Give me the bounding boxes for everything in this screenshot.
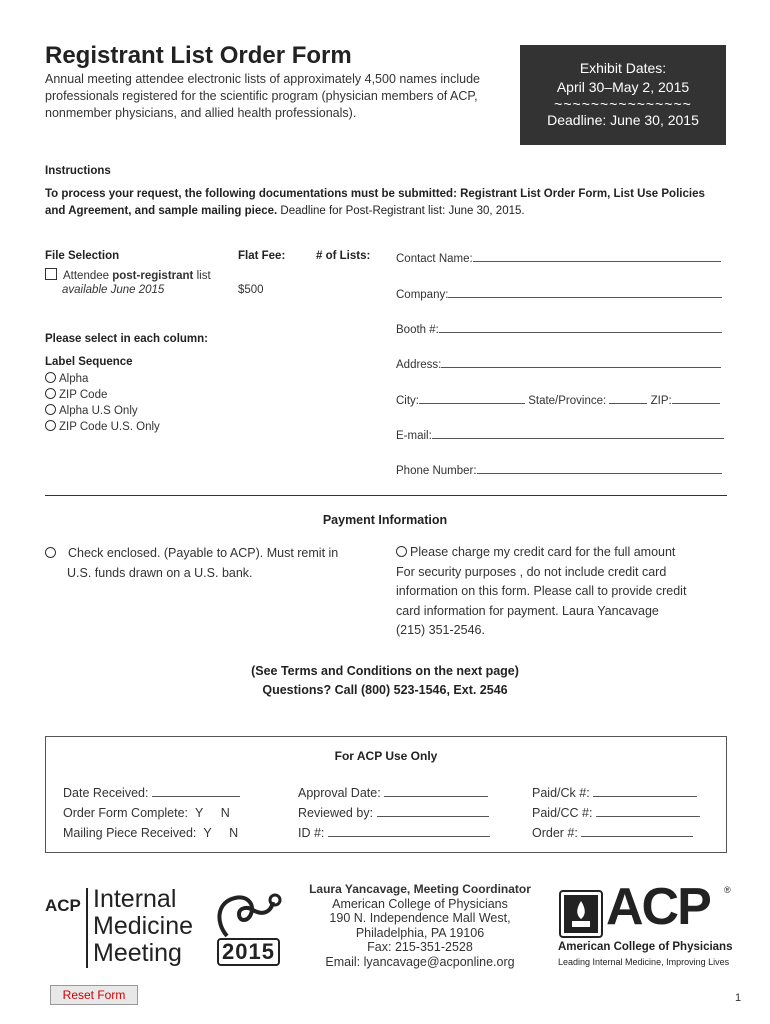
logo-words [93,886,193,967]
select-column-heading: Please select in each column: [45,333,208,345]
option-zip-us-label: ZIP Code U.S. Only [59,421,160,433]
order-complete-y[interactable]: Y [194,806,204,820]
form-title: Registrant List Order Form [45,42,352,69]
logo-year: 2015 [217,938,280,966]
meeting-logo [45,885,285,978]
coordinator-email: Email: lyancavage@acponline.org [325,954,515,969]
order-num-label: Order #: [532,826,578,840]
option-zip-us[interactable] [45,420,160,433]
id-input[interactable] [328,825,490,837]
mailing-received-n[interactable]: N [229,826,239,840]
acp-logo [558,878,733,970]
email-input[interactable] [432,427,724,439]
reset-form-button[interactable]: Reset Form [50,985,138,1005]
coordinator-street: 190 N. Independence Mall West, [329,911,511,925]
address-field[interactable] [396,356,721,371]
acp-emblem-icon [558,889,604,939]
paid-ck-input[interactable] [593,785,697,797]
check-option[interactable] [45,543,338,583]
radio-card[interactable] [396,546,407,557]
card-line-5: (215) 351-2546. [396,623,485,637]
option-alpha[interactable] [45,372,88,385]
item-availability: available June 2015 [62,284,165,296]
email-label: E-mail: [396,430,432,442]
phone-input[interactable] [477,462,722,474]
item-bold: post-registrant [112,270,194,282]
card-line-1: Please charge my credit card for the full amount [410,545,676,559]
paid-ck-label: Paid/Ck #: [532,786,590,800]
company-field[interactable] [396,286,722,301]
radio-alpha-us[interactable] [45,404,56,415]
order-num-input[interactable] [581,825,693,837]
contact-name-field[interactable] [396,250,721,265]
label-sequence-heading: Label Sequence [45,356,133,368]
card-option[interactable] [396,543,686,641]
address-label: Address: [396,359,442,371]
exhibit-dates-box [520,45,726,145]
acp-tagline: Leading Internal Medicine, Improving Lives [558,957,730,967]
paid-cc-label: Paid/CC #: [532,806,593,820]
post-registrant-option[interactable] [45,268,211,282]
post-registrant-checkbox[interactable] [45,268,57,280]
tilde-divider: ~~~~~~~~~~~~~~~ [554,96,692,112]
option-zip-label: ZIP Code [59,389,108,401]
coordinator-fax: Fax: 215-351-2528 [367,940,473,954]
coordinator-city: Philadelphia, PA 19106 [355,925,485,940]
check-line-1: Check enclosed. (Payable to ACP). Must remit in [68,546,339,560]
zip-input[interactable] [672,392,720,404]
date-received-label: Date Received: [63,786,149,800]
option-alpha-us-label: Alpha U.S Only [59,405,138,417]
card-line-4: card information for payment. Laura Yancavage [396,603,659,618]
instructions-heading: Instructions [45,165,111,177]
acp-col-1 [63,783,240,843]
order-complete-label: Order Form Complete: [63,806,189,820]
item-prefix: Attendee [63,270,113,282]
logo-line-3: Meeting [93,939,182,967]
logo-line-2: Medicine [93,912,194,940]
date-received-input[interactable] [152,785,240,797]
acp-col-3 [532,783,700,843]
exhibit-label: Exhibit Dates: [579,60,667,76]
coordinator-org: American College of Physicians [332,896,508,911]
phone-field[interactable] [396,462,722,477]
payment-heading: Payment Information [322,513,448,527]
mailing-received-label: Mailing Piece Received: [63,826,197,840]
card-line-3: information on this form. Please call to provide credit [396,584,687,598]
section-divider [45,495,727,496]
option-zip[interactable] [45,388,107,401]
flat-fee-heading: Flat Fee: [238,250,286,262]
acp-full-name: American College of Physicians [558,941,733,953]
zip-label: ZIP: [650,395,672,407]
id-label: ID #: [298,826,325,840]
item-suffix: list [193,270,211,282]
state-label: State/Province: [528,395,607,407]
city-state-zip-fields[interactable] [396,392,720,407]
city-label: City: [396,395,419,407]
email-field[interactable] [396,427,724,442]
booth-input[interactable] [439,321,722,333]
booth-label: Booth #: [396,324,439,336]
order-complete-n[interactable]: N [220,806,230,820]
registered-mark: ® [724,885,731,895]
reviewed-by-input[interactable] [377,805,489,817]
radio-zip[interactable] [45,388,56,399]
paid-cc-input[interactable] [596,805,700,817]
coordinator-block [280,882,560,969]
radio-check[interactable] [45,547,56,558]
acp-col-2 [298,783,490,843]
questions-note: Questions? Call (800) 523-1546, Ext. 2546 [262,683,508,697]
approval-date-input[interactable] [384,785,488,797]
item-fee: $500 [238,284,264,296]
deadline-text: Deadline: June 30, 2015 [547,112,699,128]
company-input[interactable] [448,286,722,298]
booth-field[interactable] [396,321,722,336]
check-line-2: U.S. funds drawn on a U.S. bank. [67,566,253,580]
exhibit-dates: April 30–May 2, 2015 [556,79,690,95]
option-alpha-us[interactable] [45,404,138,417]
stethoscope-icon [213,892,283,944]
num-lists-heading: # of Lists: [316,250,371,262]
acp-use-heading: For ACP Use Only [334,749,438,763]
reviewed-by-label: Reviewed by: [298,806,374,820]
logo-acp-small: ACP [45,896,81,915]
instructions-text [45,186,725,220]
card-line-2: For security purposes , do not include credit card [396,564,667,579]
terms-note: (See Terms and Conditions on the next page) [251,664,519,678]
approval-date-label: Approval Date: [298,786,381,800]
city-input[interactable] [419,392,525,404]
file-selection-heading: File Selection [45,250,120,262]
instructions-deadline: Deadline for Post-Registrant list: June 30, 2015. [277,205,525,217]
company-label: Company: [396,289,449,301]
logo-divider [86,888,88,968]
contact-name-label: Contact Name: [396,253,473,265]
coordinator-name: Laura Yancavage, Meeting Coordinator [309,882,531,896]
address-input[interactable] [441,356,721,368]
page-number: 1 [735,992,742,1004]
acp-logo-text: ACP [606,878,710,936]
contact-name-input[interactable] [473,250,721,262]
instructions-bold: To process your request, the following documentations must be submitted: Registrant List Order Form, List Use Policies and Agreement, and sample mailing piece. [45,188,705,217]
intro-text: Annual meeting attendee electronic lists of approximately 4,500 names include professionals registered for the scientific program (physician members of ACP, nonmember physicians, and allied health professionals). [45,72,480,120]
logo-line-1: Internal [93,885,177,913]
state-input[interactable] [609,392,647,404]
radio-zip-us[interactable] [45,420,56,431]
mailing-received-y[interactable]: Y [203,826,212,840]
radio-alpha[interactable] [45,372,56,383]
phone-label: Phone Number: [396,465,477,477]
option-alpha-label: Alpha [59,373,89,385]
